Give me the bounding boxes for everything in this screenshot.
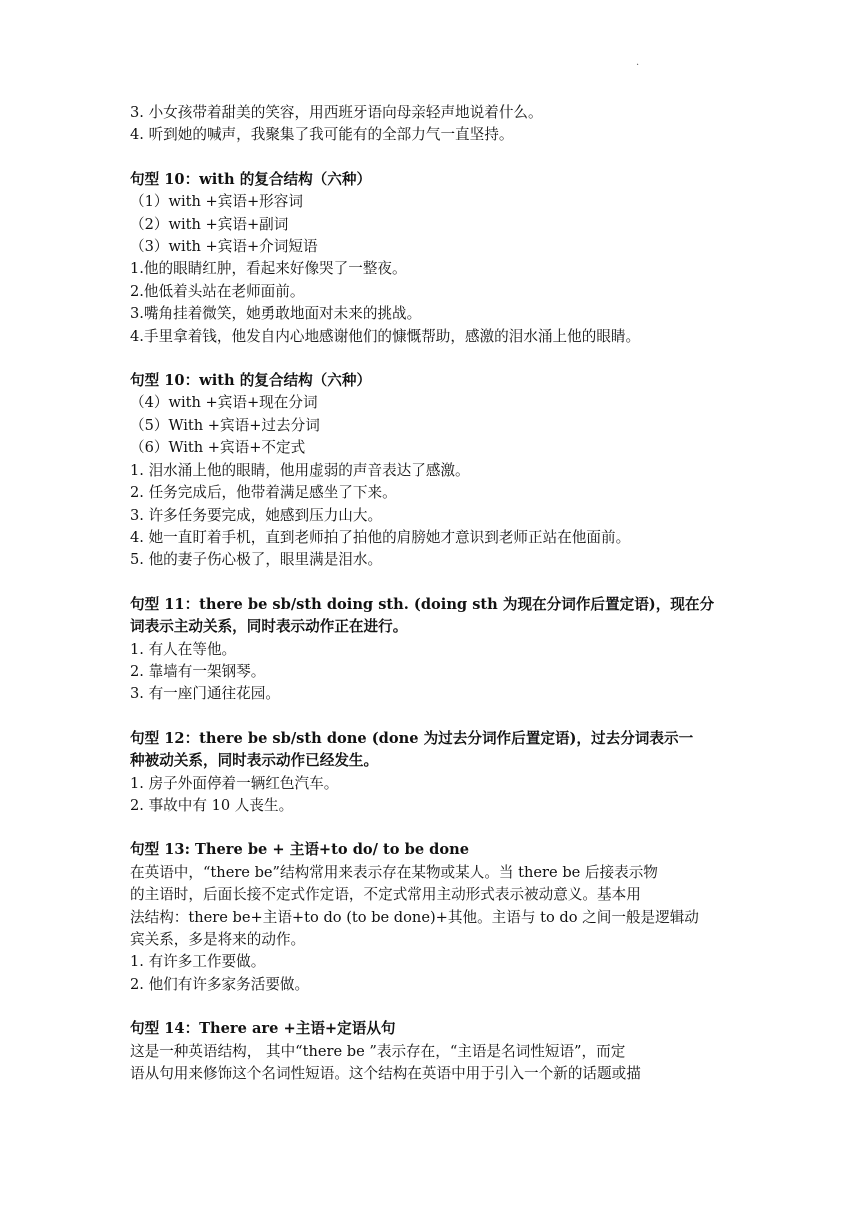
example-item: 2.他低着头站在老师面前。 (130, 282, 305, 300)
example-item: 3. 有一座门通往花园。 (130, 685, 280, 703)
example-item: 2. 任务完成后，他带着满足感坐了下来。 (130, 484, 397, 502)
type-item: （3）with +宾语+介词短语 (130, 238, 318, 256)
body-line: 在英语中，“there be”结构常用来表示存在某物或某人。当 there be 后接表示物 (130, 863, 658, 881)
example-item: 1. 房子外面停着一辆红色汽车。 (130, 774, 339, 792)
section-heading: 句型 13: There be + 主语+to do/ to be done (130, 841, 470, 859)
section-heading: 种被动关系，同时表示动作已经发生。 (130, 752, 379, 770)
example-item: 2. 事故中有 10 人丧生。 (130, 796, 294, 814)
body-line: 的主语时，后面长接不定式作定语，不定式常用主动形式表示被动意义。基本用 (130, 886, 641, 904)
section-heading: 句型 11：there be sb/sth doing sth. (doing sth 为现在分词作后置定语)，现在分 (130, 595, 715, 613)
example-item: 4.手里拿着钱，他发自内心地感谢他们的慷慨帮助，感激的泪水涌上他的眼睛。 (130, 327, 641, 345)
example-item: 1.他的眼睛红肿，看起来好像哭了一整夜。 (130, 260, 407, 278)
example-item: 1. 泪水涌上他的眼睛，他用虚弱的声音表达了感激。 (130, 461, 470, 479)
type-item: （4）with +宾语+现在分词 (130, 394, 318, 412)
section-heading: 句型 10：with 的复合结构（六种） (130, 372, 372, 390)
example-item: 2. 他们有许多家务活要做。 (130, 975, 310, 993)
intro-item: 4. 听到她的喊声，我聚集了我可能有的全部力气一直坚持。 (130, 126, 514, 144)
section-heading: 句型 12：there be sb/sth done (done 为过去分词作后置定语)，过去分词表示一 (130, 729, 694, 747)
example-item: 2. 靠墙有一架钢琴。 (130, 662, 266, 680)
example-item: 1. 有许多工作要做。 (130, 953, 266, 971)
body-line: 语从句用来修饰这个名词性短语。这个结构在英语中用于引入一个新的话题或描 (130, 1065, 641, 1083)
body-line: 法结构：there be+主语+to do (to be done)+其他。主语与 to do 之间一般是逻辑动 (130, 908, 699, 926)
example-item: 3. 许多任务要完成，她感到压力山大。 (130, 506, 383, 524)
document-page (130, 102, 730, 1085)
example-item: 4. 她一直盯着手机，直到老师拍了拍他的肩膀她才意识到老师正站在他面前。 (130, 528, 631, 546)
body-line: 宾关系，多是将来的动作。 (130, 931, 306, 948)
type-item: （2）with +宾语+副词 (130, 215, 289, 233)
section-heading: 词表示主动关系，同时表示动作正在进行。 (130, 618, 408, 636)
section-heading: 句型 14：There are +主语+定语从句 (130, 1020, 396, 1038)
section-heading: 句型 10：with 的复合结构（六种） (130, 170, 372, 188)
example-item: 3.嘴角挂着微笑，她勇敢地面对未来的挑战。 (130, 305, 422, 323)
top-mark: · (636, 60, 640, 71)
type-item: （1）with +宾语+形容词 (130, 193, 303, 211)
example-item: 1. 有人在等他。 (130, 640, 237, 658)
type-item: （5）With +宾语+过去分词 (130, 416, 320, 434)
example-item: 5. 他的妻子伤心极了，眼里满是泪水。 (130, 551, 383, 569)
body-line: 这是一种英语结构， 其中“there be ”表示存在，“主语是名词性短语”，而定 (130, 1042, 626, 1060)
intro-item: 3. 小女孩带着甜美的笑容，用西班牙语向母亲轻声地说着什么。 (130, 104, 543, 121)
type-item: （6）With +宾语+不定式 (130, 439, 306, 457)
